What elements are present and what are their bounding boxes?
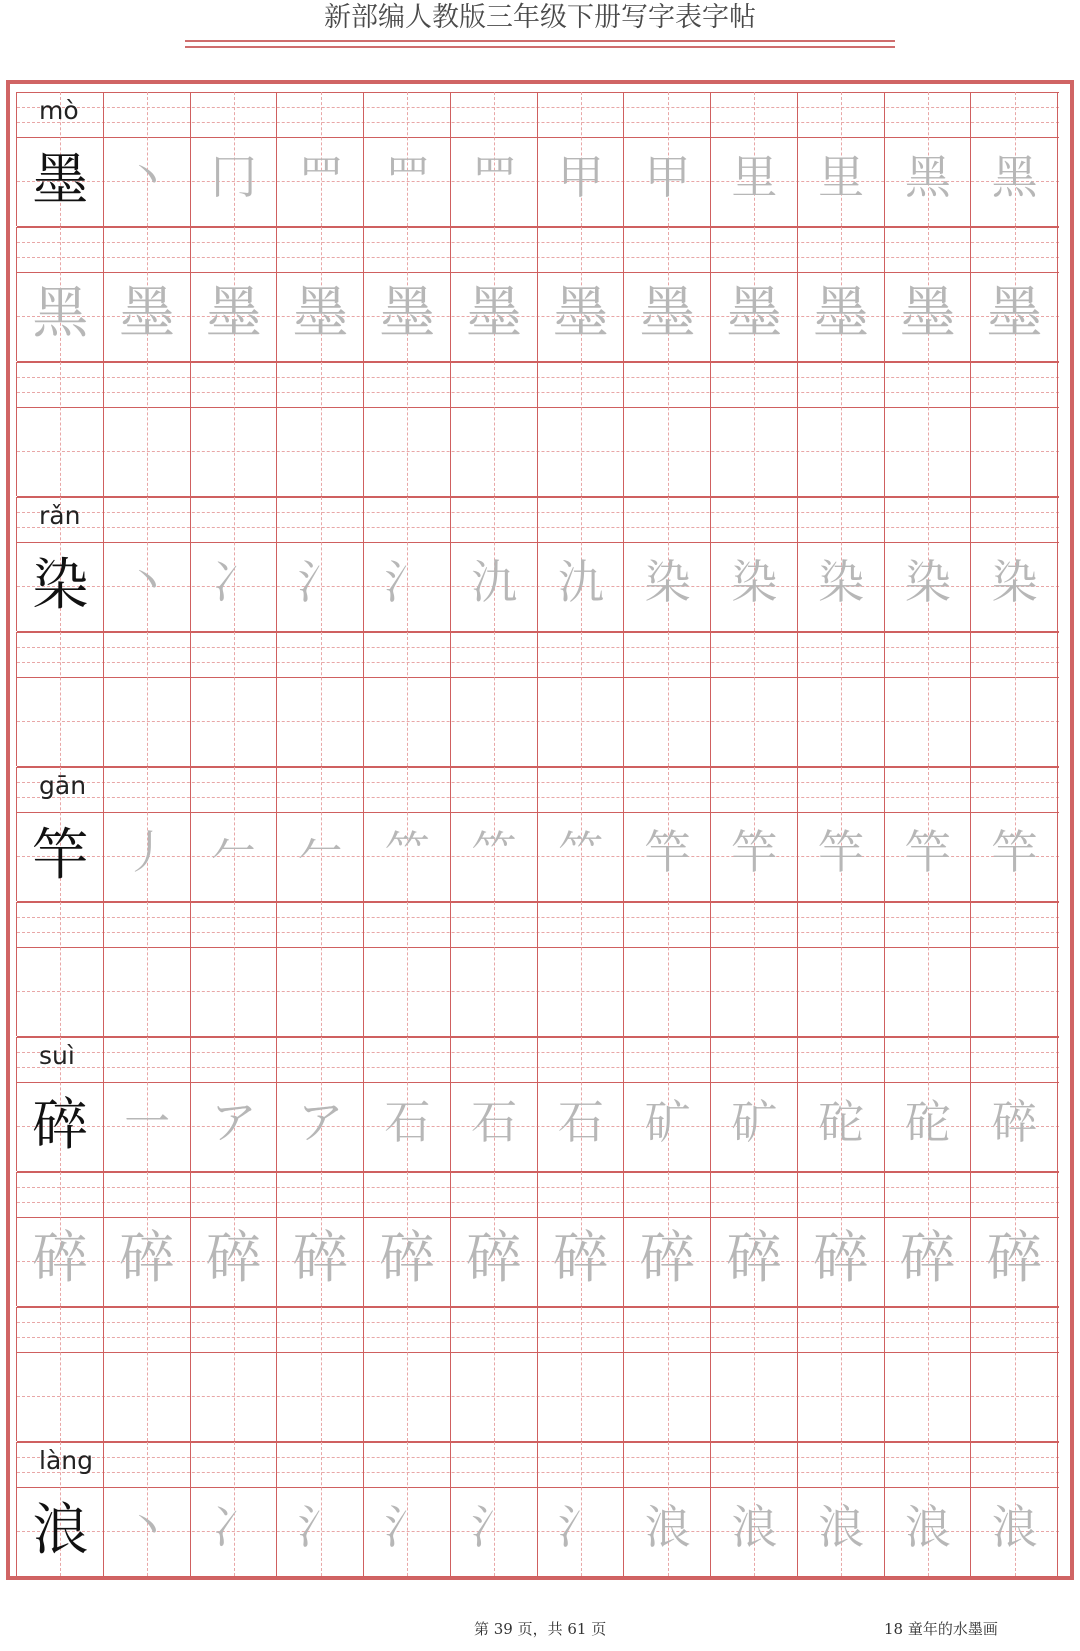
cell-center-line <box>841 902 842 1036</box>
cell-center-line <box>841 632 842 766</box>
practice-cell[interactable] <box>191 1307 278 1441</box>
stroke-order-glyph: 冫 <box>210 555 257 609</box>
practice-cell[interactable] <box>885 902 972 1036</box>
cell-center-line <box>321 362 322 496</box>
stroke-order-glyph: 竿 <box>904 825 951 879</box>
stroke-order-glyph: 竿 <box>991 825 1038 879</box>
pinyin-label: suì <box>39 1041 75 1070</box>
cell-center-line <box>1015 902 1016 1036</box>
stroke-order-glyph: 氵 <box>384 555 431 609</box>
trace-character: 碎 <box>379 1226 436 1291</box>
practice-cell[interactable] <box>885 362 972 496</box>
practice-cell[interactable] <box>277 362 364 496</box>
cell-center-line <box>407 632 408 766</box>
stroke-order-glyph: 黑 <box>991 150 1038 204</box>
practice-cell[interactable] <box>711 902 798 1036</box>
practice-cell[interactable] <box>17 1307 104 1441</box>
stroke-order-glyph: 浪 <box>731 1500 778 1554</box>
cell-center-line <box>147 632 148 766</box>
practice-cell[interactable] <box>971 362 1058 496</box>
stroke-order-glyph: 氵 <box>297 555 344 609</box>
cell-center-line <box>754 632 755 766</box>
stroke-order-glyph: ⺮ <box>471 825 518 879</box>
blank-practice-row <box>16 362 1059 496</box>
cell-center-line <box>321 1307 322 1441</box>
pinyin-label: rǎn <box>39 501 81 530</box>
stroke-order-glyph: 氵 <box>297 1500 344 1554</box>
pinyin-label: gān <box>39 771 87 800</box>
cell-center-line <box>1015 1307 1016 1441</box>
practice-cell[interactable] <box>624 902 711 1036</box>
character-row <box>16 497 1059 631</box>
character-row <box>16 1442 1059 1576</box>
trace-row <box>16 227 1059 361</box>
stroke-order-glyph: 浪 <box>644 1500 691 1554</box>
practice-cell[interactable] <box>364 902 451 1036</box>
trace-character: 墨 <box>119 281 176 346</box>
stroke-order-glyph: 氿 <box>557 555 604 609</box>
practice-cell[interactable] <box>191 632 278 766</box>
practice-cell[interactable] <box>191 902 278 1036</box>
stroke-order-glyph: 冫 <box>210 1500 257 1554</box>
cell-center-line <box>581 632 582 766</box>
stroke-order-glyph: 染 <box>818 555 865 609</box>
cell-center-line <box>407 902 408 1036</box>
title-underline-bottom <box>185 46 895 48</box>
practice-cell[interactable] <box>798 1307 885 1441</box>
practice-cell[interactable] <box>17 362 104 496</box>
pinyin-label: làng <box>39 1446 93 1475</box>
cell-center-line <box>60 632 61 766</box>
stroke-order-glyph: 罒 <box>297 150 344 204</box>
practice-cell[interactable] <box>277 632 364 766</box>
cell-center-line <box>234 362 235 496</box>
cell-center-line <box>1015 362 1016 496</box>
practice-cell[interactable] <box>277 1307 364 1441</box>
practice-cell[interactable] <box>17 632 104 766</box>
practice-cell[interactable] <box>538 902 625 1036</box>
stroke-order-glyph: 矿 <box>644 1095 691 1149</box>
stroke-order-glyph: ⺮ <box>557 825 604 879</box>
cell-center-line <box>234 902 235 1036</box>
trace-character: 碎 <box>986 1226 1043 1291</box>
cell-center-line <box>928 362 929 496</box>
stroke-order-glyph: ⺮ <box>384 825 431 879</box>
cell-center-line <box>494 1307 495 1441</box>
cell-center-line <box>581 362 582 496</box>
practice-cell[interactable] <box>624 362 711 496</box>
cell-center-line <box>1015 632 1016 766</box>
practice-cell[interactable] <box>451 362 538 496</box>
trace-character: 碎 <box>119 1226 176 1291</box>
practice-cell[interactable] <box>451 902 538 1036</box>
cell-center-line <box>147 902 148 1036</box>
stroke-order-glyph: 矿 <box>731 1095 778 1149</box>
trace-character: 墨 <box>292 281 349 346</box>
stroke-order-glyph: 丿 <box>124 825 171 879</box>
page-title: 新部编人教版三年级下册写字表字帖 <box>324 2 756 33</box>
cell-center-line <box>841 1307 842 1441</box>
character-row <box>16 767 1059 901</box>
cell-center-line <box>668 632 669 766</box>
stroke-order-glyph: 竿 <box>731 825 778 879</box>
trace-character: 碎 <box>552 1226 609 1291</box>
stroke-order-glyph: 黑 <box>904 150 951 204</box>
trace-character: 墨 <box>379 281 436 346</box>
practice-cell[interactable] <box>538 1307 625 1441</box>
cell-center-line <box>494 632 495 766</box>
cell-center-line <box>928 1307 929 1441</box>
cell-center-line <box>321 632 322 766</box>
practice-cell[interactable] <box>538 632 625 766</box>
practice-cell[interactable] <box>104 1307 191 1441</box>
stroke-order-glyph: 里 <box>731 150 778 204</box>
stroke-order-glyph: 氵 <box>557 1500 604 1554</box>
practice-cell[interactable] <box>104 632 191 766</box>
stroke-order-glyph: 砣 <box>818 1095 865 1149</box>
trace-character: 碎 <box>726 1226 783 1291</box>
stroke-order-glyph: 𠂉 <box>210 825 257 879</box>
cell-center-line <box>407 362 408 496</box>
pinyin-label: mò <box>39 96 79 125</box>
trace-character: 墨 <box>205 281 262 346</box>
stroke-order-glyph: 竿 <box>644 825 691 879</box>
stroke-order-glyph: 竿 <box>818 825 865 879</box>
stroke-order-glyph: 氵 <box>384 1500 431 1554</box>
model-character: 竿 <box>32 823 89 888</box>
blank-practice-row <box>16 902 1059 1036</box>
trace-character: 墨 <box>813 281 870 346</box>
practice-cell[interactable] <box>364 362 451 496</box>
stroke-order-glyph: 氵 <box>471 1500 518 1554</box>
cell-center-line <box>234 1307 235 1441</box>
cell-center-line <box>581 902 582 1036</box>
model-character: 浪 <box>32 1498 89 1563</box>
stroke-order-glyph: 冂 <box>210 150 257 204</box>
trace-character: 墨 <box>986 281 1043 346</box>
stroke-order-glyph: 一 <box>124 1095 171 1149</box>
trace-character: 墨 <box>899 281 956 346</box>
cell-center-line <box>60 362 61 496</box>
trace-character: 碎 <box>292 1226 349 1291</box>
cell-center-line <box>494 902 495 1036</box>
stroke-order-glyph: 𠂉 <box>297 825 344 879</box>
blank-practice-row <box>16 1307 1059 1441</box>
trace-character: 碎 <box>899 1226 956 1291</box>
practice-cell[interactable] <box>451 1307 538 1441</box>
stroke-order-glyph: 染 <box>644 555 691 609</box>
cell-center-line <box>407 1307 408 1441</box>
stroke-order-glyph: 染 <box>991 555 1038 609</box>
cell-center-line <box>321 902 322 1036</box>
cell-center-line <box>928 632 929 766</box>
model-character: 碎 <box>32 1093 89 1158</box>
practice-cell[interactable] <box>191 362 278 496</box>
practice-cell[interactable] <box>624 1307 711 1441</box>
blank-practice-row <box>16 632 1059 766</box>
cell-center-line <box>60 1307 61 1441</box>
practice-cell[interactable] <box>104 362 191 496</box>
stroke-order-glyph: 石 <box>557 1095 604 1149</box>
cell-center-line <box>754 1307 755 1441</box>
practice-cell[interactable] <box>538 362 625 496</box>
stroke-order-glyph: 石 <box>471 1095 518 1149</box>
character-row <box>16 1037 1059 1171</box>
cell-center-line <box>928 902 929 1036</box>
stroke-order-glyph: 甲 <box>644 150 691 204</box>
stroke-order-glyph: 罒 <box>471 150 518 204</box>
practice-cell[interactable] <box>798 902 885 1036</box>
stroke-order-glyph: 浪 <box>904 1500 951 1554</box>
stroke-order-glyph: 浪 <box>818 1500 865 1554</box>
cell-center-line <box>234 632 235 766</box>
stroke-order-glyph: 丶 <box>124 555 171 609</box>
cell-center-line <box>147 1307 148 1441</box>
lesson-title: 18 童年的水墨画 <box>884 1620 998 1638</box>
stroke-order-glyph: 碎 <box>991 1095 1038 1149</box>
title-underline-top <box>185 40 895 42</box>
trace-character: 墨 <box>726 281 783 346</box>
practice-cell[interactable] <box>711 1307 798 1441</box>
practice-cell[interactable] <box>277 902 364 1036</box>
stroke-order-glyph: 石 <box>384 1095 431 1149</box>
cell-center-line <box>147 362 148 496</box>
cell-center-line <box>754 362 755 496</box>
model-character: 墨 <box>32 148 89 213</box>
cell-center-line <box>60 902 61 1036</box>
cell-center-line <box>668 902 669 1036</box>
practice-cell[interactable] <box>711 362 798 496</box>
trace-character: 墨 <box>466 281 523 346</box>
practice-cell[interactable] <box>885 1307 972 1441</box>
practice-cell[interactable] <box>971 1307 1058 1441</box>
stroke-order-glyph: ア <box>210 1095 257 1149</box>
practice-cell[interactable] <box>364 1307 451 1441</box>
practice-cell[interactable] <box>624 632 711 766</box>
practice-cell[interactable] <box>451 632 538 766</box>
stroke-order-glyph: 染 <box>904 555 951 609</box>
practice-cell[interactable] <box>798 632 885 766</box>
stroke-order-glyph: 丶 <box>124 150 171 204</box>
page-number: 第 39 页，共 61 页 <box>474 1620 607 1638</box>
stroke-order-glyph: 浪 <box>991 1500 1038 1554</box>
cell-center-line <box>754 902 755 1036</box>
stroke-order-glyph: 里 <box>818 150 865 204</box>
trace-character: 黑 <box>32 281 89 346</box>
stroke-order-glyph: 染 <box>731 555 778 609</box>
stroke-order-glyph: 丶 <box>124 1500 171 1554</box>
cell-center-line <box>668 1307 669 1441</box>
trace-character: 碎 <box>639 1226 696 1291</box>
trace-character: 碎 <box>205 1226 262 1291</box>
trace-row <box>16 1172 1059 1306</box>
cell-center-line <box>841 362 842 496</box>
cell-center-line <box>668 362 669 496</box>
trace-character: 碎 <box>466 1226 523 1291</box>
trace-character: 碎 <box>813 1226 870 1291</box>
model-character: 染 <box>32 553 89 618</box>
cell-center-line <box>494 362 495 496</box>
stroke-order-glyph: 罒 <box>384 150 431 204</box>
trace-character: 碎 <box>32 1226 89 1291</box>
stroke-order-glyph: 氿 <box>471 555 518 609</box>
practice-cell[interactable] <box>711 632 798 766</box>
character-row <box>16 92 1059 226</box>
practice-cell[interactable] <box>364 632 451 766</box>
stroke-order-glyph: ア <box>297 1095 344 1149</box>
trace-character: 墨 <box>639 281 696 346</box>
practice-cell[interactable] <box>971 632 1058 766</box>
stroke-order-glyph: 砣 <box>904 1095 951 1149</box>
practice-cell[interactable] <box>798 362 885 496</box>
practice-cell[interactable] <box>885 632 972 766</box>
cell-center-line <box>581 1307 582 1441</box>
practice-cell[interactable] <box>17 902 104 1036</box>
row-bottom-line <box>17 1576 1059 1577</box>
stroke-order-glyph: 甲 <box>557 150 604 204</box>
trace-character: 墨 <box>552 281 609 346</box>
practice-cell[interactable] <box>971 902 1058 1036</box>
practice-cell[interactable] <box>104 902 191 1036</box>
